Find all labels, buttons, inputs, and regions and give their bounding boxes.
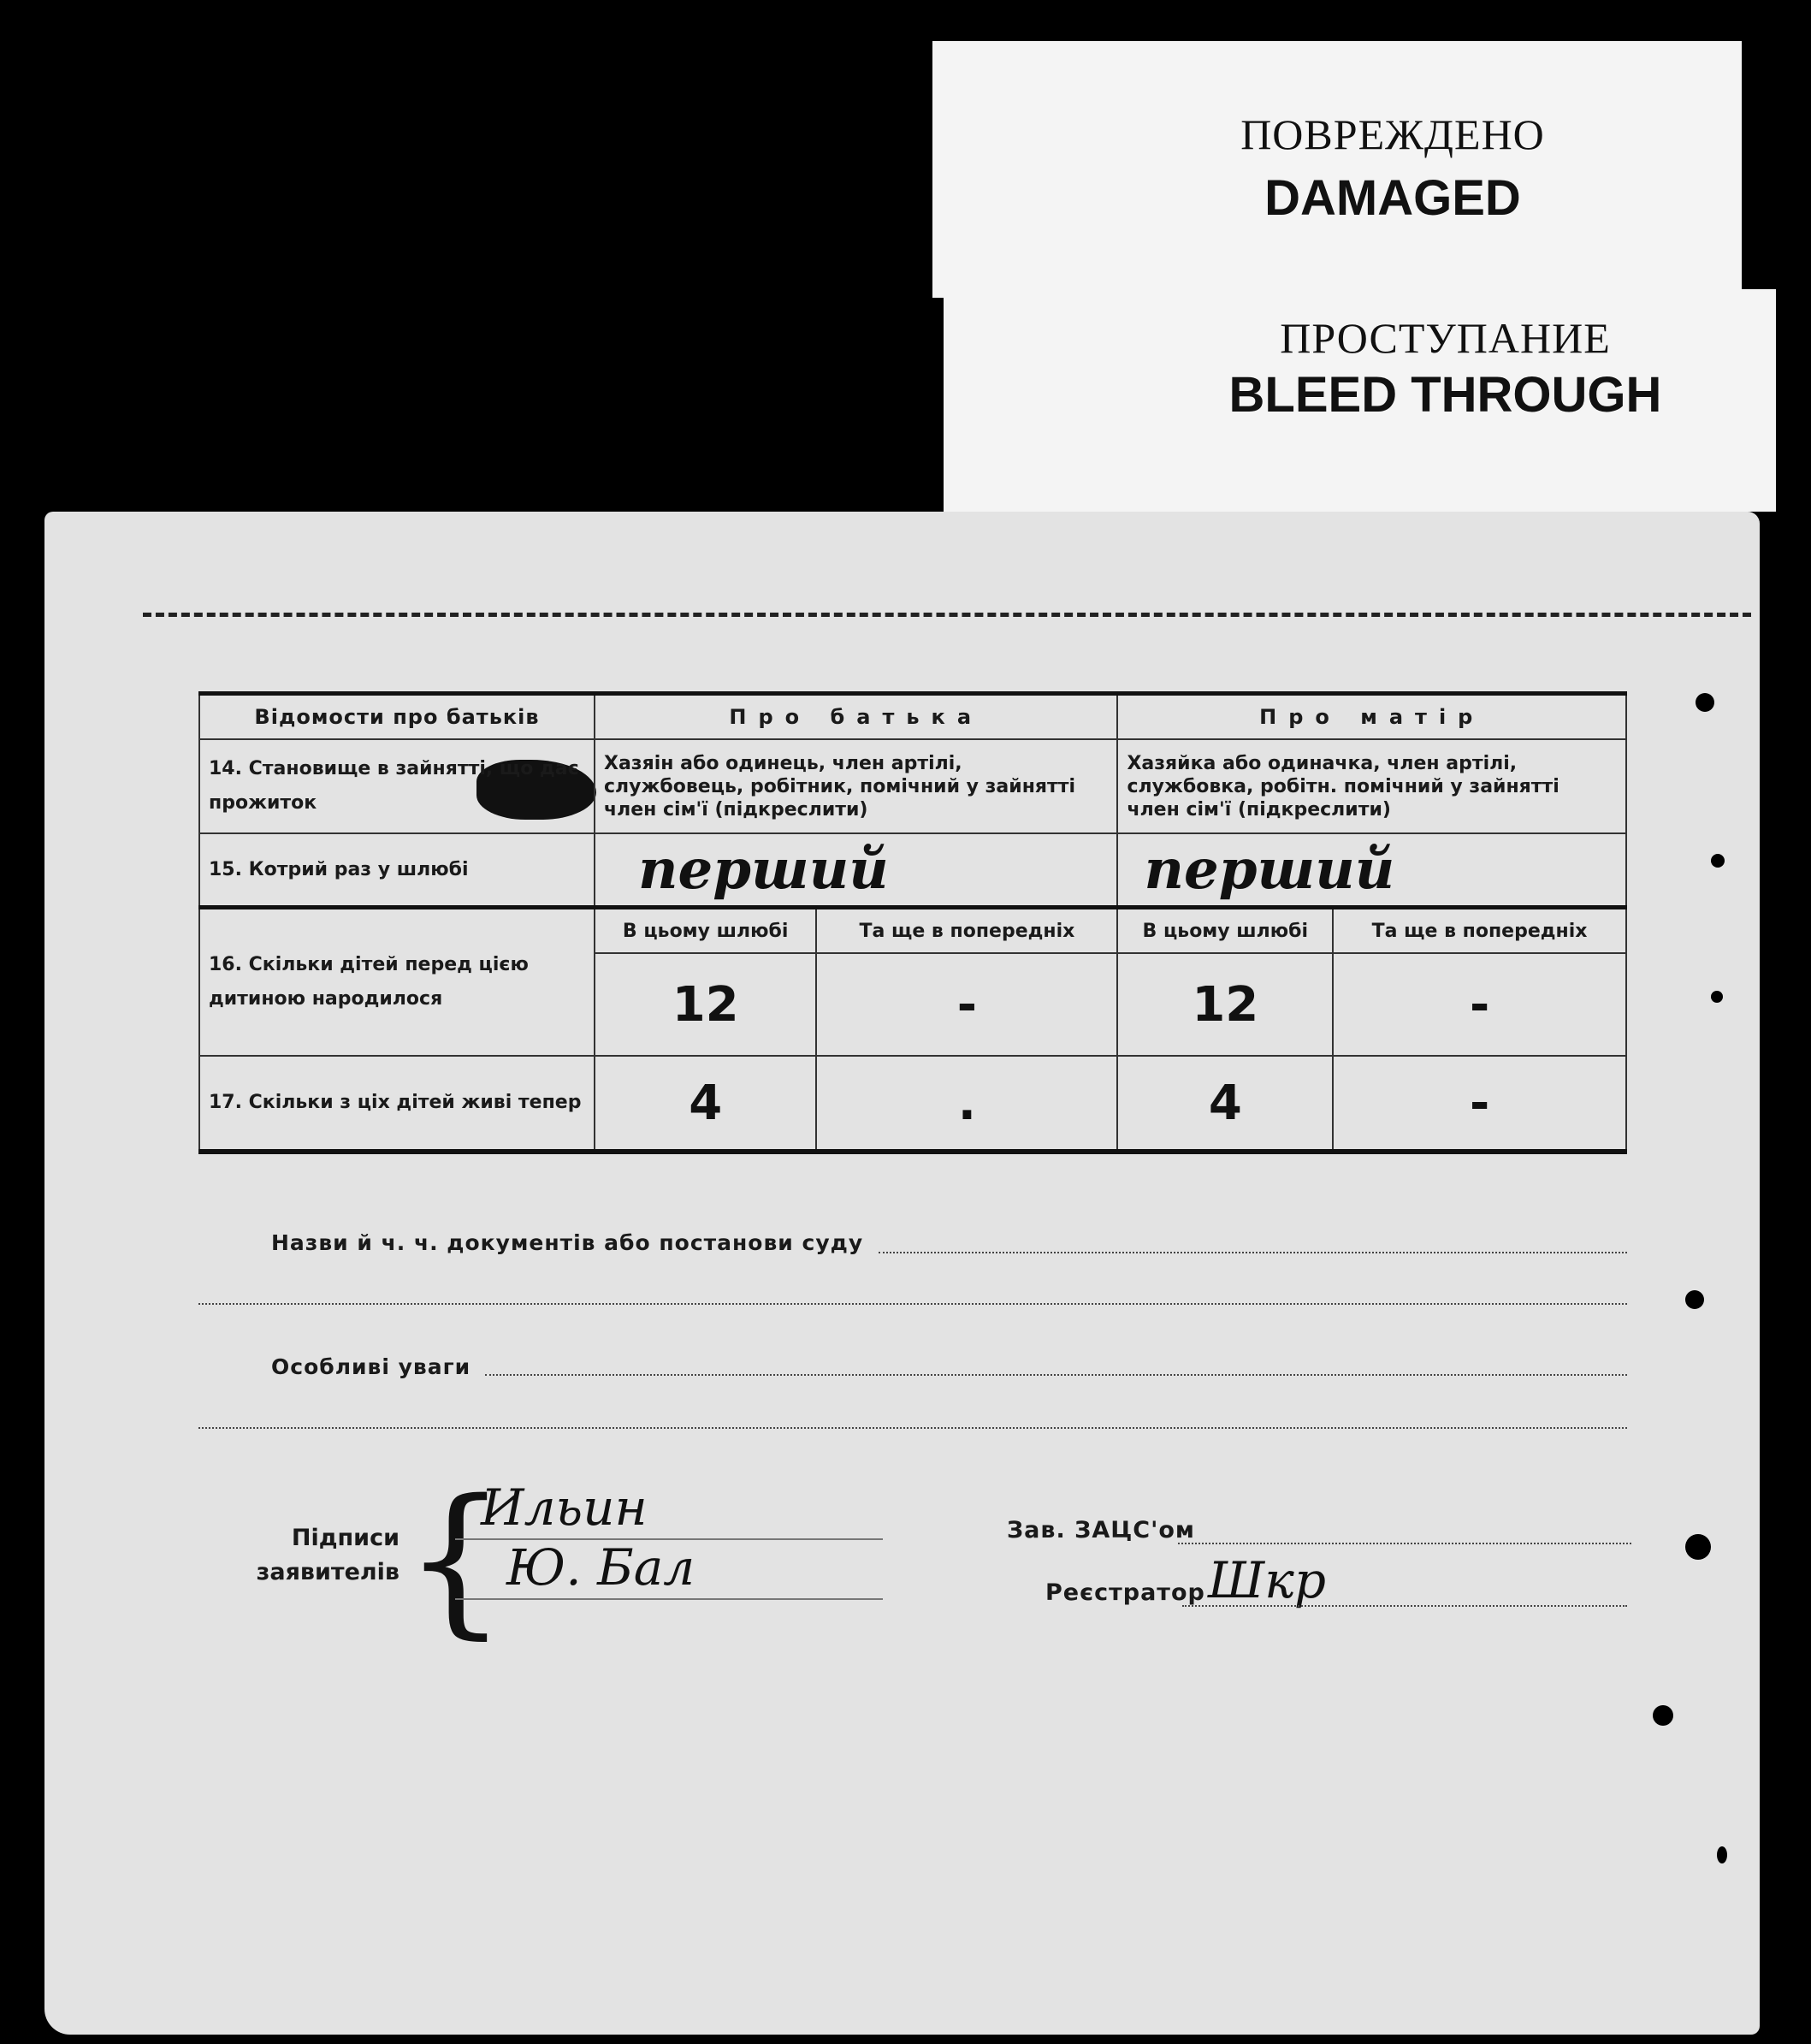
row15-label: 15. Котрий раз у шлюбі bbox=[199, 833, 595, 908]
remarks-label: Особливі уваги bbox=[271, 1354, 471, 1379]
punch-hole bbox=[1653, 1705, 1673, 1726]
applicant-signature-2: Ю. Бал bbox=[506, 1538, 695, 1597]
applicant-signature-1: Ильин bbox=[481, 1478, 648, 1537]
registrar-signature: Шкр bbox=[1208, 1551, 1326, 1609]
damaged-label-en: DAMAGED bbox=[1264, 170, 1521, 226]
registrar-line bbox=[1182, 1605, 1627, 1607]
signatures-label-line2: заявителів bbox=[256, 1559, 399, 1585]
bleed-label-en: BLEED THROUGH bbox=[1228, 367, 1662, 423]
row15-father: перший bbox=[595, 833, 1117, 908]
documents-line-2 bbox=[198, 1303, 1627, 1305]
table-header-row bbox=[199, 694, 1626, 740]
row17-mother-prev: - bbox=[1333, 1056, 1626, 1152]
row16-mother-prev: - bbox=[1333, 953, 1626, 1056]
punch-hole bbox=[1711, 854, 1725, 868]
row17-mother-this: 4 bbox=[1117, 1056, 1333, 1152]
damaged-label-ru: ПОВРЕЖДЕНО bbox=[1240, 110, 1545, 158]
sub-mother-this: В цьому шлюбі bbox=[1117, 908, 1333, 954]
row16-father-this: 12 bbox=[595, 953, 816, 1056]
remarks-line bbox=[485, 1374, 1627, 1376]
documents-line bbox=[879, 1252, 1627, 1253]
bleed-through-label bbox=[944, 289, 1776, 512]
punch-hole bbox=[1711, 991, 1723, 1003]
sub-mother-prev: Та ще в попередніх bbox=[1333, 908, 1626, 954]
header-parents-info: Відомости про батьків bbox=[199, 694, 595, 740]
brace: { bbox=[404, 1465, 507, 1654]
head-line bbox=[1178, 1543, 1631, 1544]
signatures-label-line1: Підписи bbox=[291, 1525, 399, 1551]
table-row-14 bbox=[199, 739, 1626, 833]
punch-hole bbox=[1685, 1290, 1704, 1309]
signature-line-2 bbox=[455, 1598, 883, 1600]
row16-mother-this: 12 bbox=[1117, 953, 1333, 1056]
table-subheader-row bbox=[199, 908, 1626, 954]
row17-father-prev: . bbox=[816, 1056, 1117, 1152]
head-label: Зав. ЗАЦС'ом bbox=[1007, 1517, 1195, 1543]
punch-hole bbox=[1717, 1846, 1727, 1863]
signatures-label bbox=[216, 1521, 399, 1590]
sub-father-prev: Та ще в попередніх bbox=[816, 908, 1117, 954]
document-page bbox=[44, 512, 1760, 2035]
table-row-15 bbox=[199, 833, 1626, 908]
row16-label: 16. Скільки дітей перед цією дитиною народилося bbox=[199, 908, 595, 1057]
header-father: Про батька bbox=[595, 694, 1117, 740]
damaged-label bbox=[932, 41, 1742, 298]
sub-father-this: В цьому шлюбі bbox=[595, 908, 816, 954]
row14-label: 14. Становище в зайнятті, що дає прожиток bbox=[199, 739, 595, 833]
remarks-line-2 bbox=[198, 1427, 1627, 1429]
row14-mother: Хазяйка або одиначка, член артілі, службовка, робітн. помічний у зайнятті член сім'ї (підкреслити) bbox=[1117, 739, 1626, 833]
perforation-line bbox=[143, 613, 1751, 617]
registrar-label: Реєстратор bbox=[1045, 1579, 1205, 1606]
bleed-label-ru: ПРОСТУПАНИЕ bbox=[1280, 314, 1611, 362]
row17-father-this: 4 bbox=[595, 1056, 816, 1152]
header-mother: Про матір bbox=[1117, 694, 1626, 740]
table-row-17 bbox=[199, 1056, 1626, 1152]
row16-father-prev: - bbox=[816, 953, 1117, 1056]
punch-hole bbox=[1696, 693, 1714, 712]
row15-mother: перший bbox=[1117, 833, 1626, 908]
row17-label: 17. Скільки з ціх дітей живі тепер bbox=[199, 1056, 595, 1152]
punch-hole bbox=[1685, 1534, 1711, 1560]
documents-label: Назви й ч. ч. документів або постанови суду bbox=[271, 1230, 864, 1255]
row14-father: Хазяін або одинець, член артілі, службовець, робітник, помічний у зайнятті член сім'ї (підкреслити) bbox=[595, 739, 1117, 833]
parents-info-table bbox=[198, 691, 1627, 1154]
